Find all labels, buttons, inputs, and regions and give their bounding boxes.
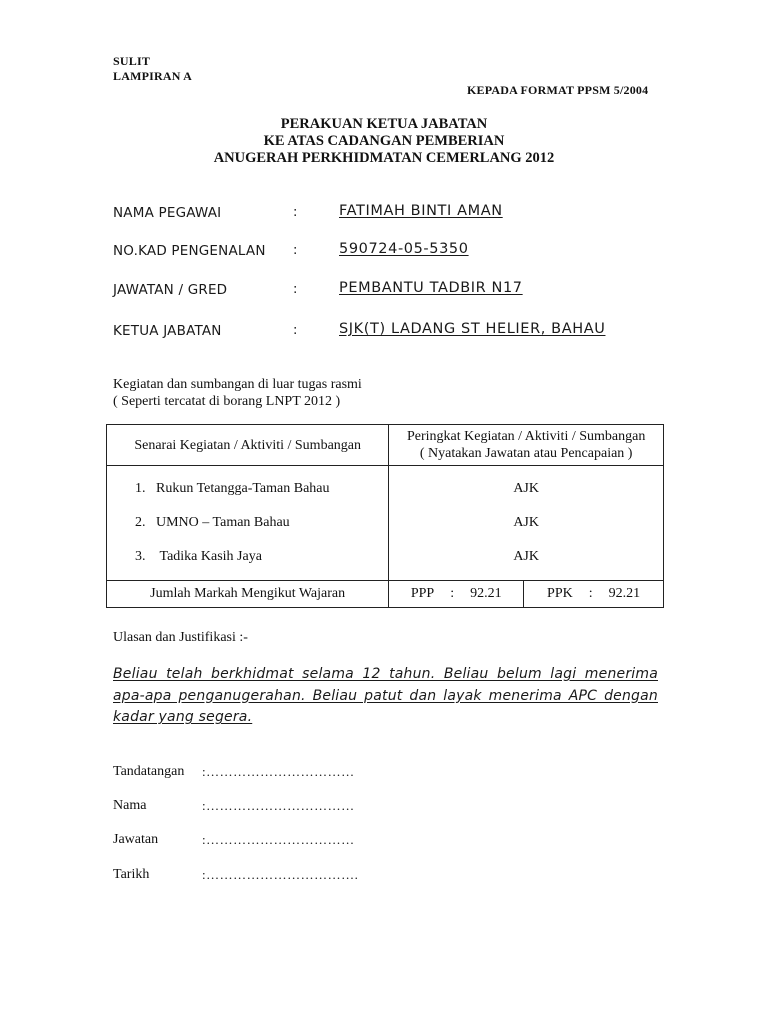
field-value-head-of-department: SJK(T) LADANG ST HELIER, BAHAU (339, 321, 606, 337)
title-line-1: PERAKUAN KETUA JABATAN (280, 116, 488, 132)
field-colon: : (293, 205, 298, 220)
classification-label: SULIT (113, 54, 151, 68)
table-header-level (389, 425, 664, 466)
ppp-separator: : (450, 586, 455, 601)
name-line: :…………………………… (202, 798, 355, 813)
date-label: Tarikh (113, 867, 150, 882)
activity-number: 3. (135, 549, 146, 564)
appendix-label: LAMPIRAN A (113, 69, 192, 83)
activity-name: Tadika Kasih Jaya (159, 549, 262, 564)
position-label: Jawatan (113, 832, 159, 847)
field-label-name: NAMA PEGAWAI (113, 205, 222, 221)
activity-rank: AJK (513, 481, 539, 496)
field-value-ic: 590724-05-5350 (339, 241, 469, 257)
table-header-level-line-2: ( Nyatakan Jawatan atau Pencapaian ) (419, 446, 633, 461)
ppp-value: 92.21 (470, 586, 502, 601)
list-item (107, 540, 388, 574)
justification-label: Ulasan dan Justifikasi :- (113, 630, 248, 645)
table-header-activities-label: Senarai Kegiatan / Aktiviti / Sumbangan (134, 437, 361, 453)
field-label-ic: NO.KAD PENGENALAN (113, 243, 266, 259)
ppp-label: PPP (410, 586, 435, 601)
field-colon: : (293, 282, 298, 297)
field-label-head-of-department: KETUA JABATAN (113, 323, 222, 339)
ppk-value: 92.21 (608, 586, 641, 601)
activity-name: UMNO – Taman Bahau (156, 515, 290, 530)
activity-rank: AJK (513, 515, 539, 530)
activity-name: Rukun Tetangga-Taman Bahau (156, 481, 330, 496)
ppk-cell (524, 581, 664, 608)
activities-table (106, 424, 664, 608)
field-value-position: PEMBANTU TADBIR N17 (339, 280, 523, 296)
activity-rank: AJK (513, 549, 539, 564)
list-item (107, 506, 388, 540)
table-header-level-line-1: Peringkat Kegiatan / Aktiviti / Sumbangan (406, 429, 646, 444)
levels-cell (389, 466, 664, 581)
signature-label: Tandatangan (113, 764, 185, 779)
field-colon: : (293, 323, 298, 338)
position-line: :…………………………… (202, 832, 355, 847)
field-label-position: JAWATAN / GRED (113, 282, 228, 298)
ppp-cell (389, 581, 524, 608)
title-line-2: KE ATAS CADANGAN PEMBERIAN (263, 133, 505, 149)
title-line-3: ANUGERAH PERKHIDMATAN CEMERLANG 2012 (213, 150, 555, 166)
activities-intro-line-1: Kegiatan dan sumbangan di luar tugas rasmi (113, 377, 362, 392)
ppk-label: PPK (547, 586, 573, 601)
total-marks-label-cell (107, 581, 389, 608)
activity-number: 2. (135, 515, 146, 530)
name-label: Nama (113, 798, 147, 813)
activity-list (107, 472, 388, 574)
format-reference: KEPADA FORMAT PPSM 5/2004 (467, 83, 649, 97)
activities-intro-line-2: ( Seperti tercatat di borang LNPT 2012 ) (113, 394, 341, 409)
ppk-separator: : (588, 586, 593, 601)
signature-line: :…………………………… (202, 764, 355, 779)
date-line: :……………………………. (202, 867, 359, 882)
list-item (107, 472, 388, 506)
field-value-name: FATIMAH BINTI AMAN (339, 203, 503, 219)
total-marks-label: Jumlah Markah Mengikut Wajaran (150, 586, 346, 601)
table-header-activities (107, 425, 389, 466)
activity-number: 1. (135, 481, 146, 496)
activities-cell (107, 466, 389, 581)
field-colon: : (293, 243, 298, 258)
justification-text: Beliau telah berkhidmat selama 12 tahun. Beliau belum lagi menerima apa-apa penganugerahan. Beliau patut dan layak menerima APC dengan kadar yang segera. (113, 666, 658, 725)
